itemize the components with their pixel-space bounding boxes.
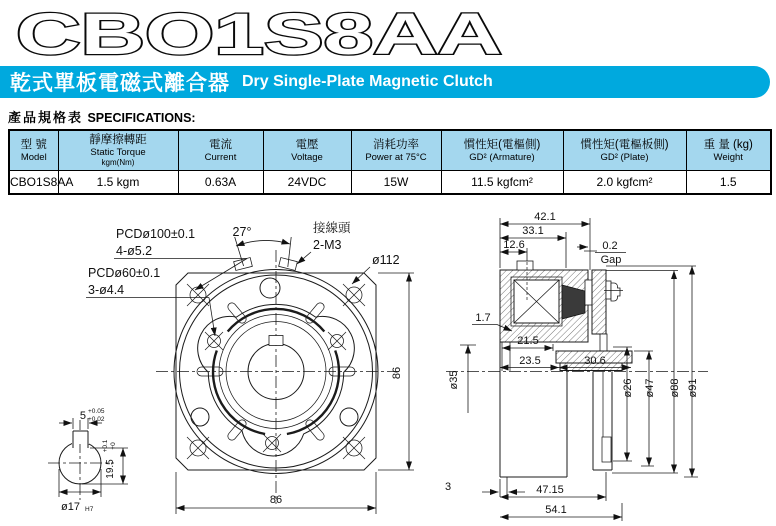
dim-key-depth-tol-lo: +0: [110, 442, 117, 450]
dim-30-6: 30.6: [584, 355, 606, 367]
col-model-en: Model: [20, 151, 47, 163]
label-pcd100-holes: 4-ø5.2: [116, 244, 153, 258]
cell-model: CBO1S8AA: [9, 171, 58, 195]
label-angle: 27°: [232, 225, 252, 239]
dim-23-5: 23.5: [519, 355, 541, 367]
col-voltage-en: Voltage: [291, 151, 323, 163]
dim-bore: ø17: [61, 501, 80, 513]
cell-voltage: 24VDC: [263, 171, 351, 195]
col-header-current: [178, 130, 263, 171]
col-header-model: [9, 130, 58, 171]
keyway-depth-dim: [82, 439, 128, 484]
dim-key-depth: 19.5: [105, 459, 116, 479]
leaf-spring: [600, 334, 607, 351]
product-type-banner: [0, 66, 770, 98]
col-header-torque: [58, 130, 178, 171]
front-view: [86, 220, 414, 514]
dim-dia-88: ø88: [669, 378, 681, 398]
col-gd2a-zh: 慣性矩(電樞側): [463, 138, 541, 151]
label-terminal: 2-M3: [313, 238, 342, 252]
spec-table-data-row: [9, 171, 771, 195]
col-weight-zh: 重 量 (kg): [703, 138, 753, 151]
label-pcd100: PCDø100±0.1: [116, 227, 196, 241]
label-terminal-zh: 接線頭: [313, 221, 351, 235]
dim-12-6: 12.6: [503, 239, 525, 251]
spacer: [585, 280, 592, 305]
product-title-svg: [12, 2, 532, 64]
col-header-power: [351, 130, 441, 171]
col-gd2p-zh: 慣性矩(電樞板側): [580, 138, 669, 151]
dim-dia-91: ø91: [687, 378, 699, 398]
coil-window: [514, 280, 559, 323]
col-torque-zh: 靜摩擦轉距: [89, 134, 147, 146]
col-voltage-zh: 電壓: [295, 138, 319, 151]
dim-3: 3: [444, 481, 452, 493]
specs-heading: [8, 107, 196, 127]
dim-42-1: 42.1: [534, 211, 556, 223]
col-current-en: Current: [204, 151, 237, 163]
dim-33-1: 33.1: [522, 225, 544, 237]
keyway-mask: [72, 430, 89, 444]
dim-gap-label: Gap: [600, 254, 622, 266]
specs-heading-en: SPECIFICATIONS:: [87, 111, 196, 125]
col-header-weight: [686, 130, 771, 171]
dim-bore-fit: H7: [85, 506, 94, 513]
dim-width-86: 86: [269, 494, 283, 506]
cell-current: 0.63A: [178, 171, 263, 195]
banner-title-en: Dry Single-Plate Magnetic Clutch: [242, 73, 493, 90]
cell-torque: 1.5 kgm: [58, 171, 178, 195]
dim-height-86: 86: [391, 366, 403, 380]
dim-key-depth-tol-hi: +0.1: [102, 439, 109, 453]
cell-weight: 1.5: [686, 171, 771, 195]
dim-47-15: 47.15: [536, 484, 564, 496]
dim-dia-35: ø35: [448, 370, 460, 390]
dim-1-7: 1.7: [475, 312, 491, 324]
dim-dia-47: ø47: [644, 378, 656, 398]
col-gd2p-en: GD² (Plate): [600, 151, 649, 163]
label-outer-dia: ø112: [372, 253, 400, 267]
col-current-zh: 電流: [209, 138, 232, 151]
dim-21-5: 21.5: [517, 335, 539, 347]
pcd60-holes: [205, 332, 346, 452]
col-weight-en: Weight: [713, 151, 743, 163]
col-torque-en: Static Torque: [90, 147, 146, 158]
dim-key-width-tol-lo: +0.02: [88, 416, 105, 423]
keyway-width-dim: [59, 408, 105, 429]
col-header-gd2-armature: [441, 130, 563, 171]
col-power-en: Power at 75°C: [365, 151, 427, 163]
col-model-zh: 型 號: [20, 138, 47, 151]
shaft-bore-detail: [48, 408, 128, 513]
col-header-voltage: [263, 130, 351, 171]
cell-power: 15W: [351, 171, 441, 195]
bearing-cone: [562, 285, 585, 319]
bore-keyway: [269, 336, 283, 346]
housing-bore-lines: [502, 342, 510, 371]
col-power-zh: 消耗功率: [373, 138, 419, 151]
col-gd2a-en: GD² (Armature): [469, 151, 535, 163]
spec-table: [8, 129, 772, 195]
terminal-block: [517, 261, 533, 270]
banner-title-zh: 乾式單板電磁式離合器: [10, 72, 230, 95]
hub-bolt: [604, 281, 623, 301]
section-view: [445, 211, 708, 521]
col-torque-sub: kgm(Nm): [101, 158, 135, 167]
dim-key-width-tol-hi: +0.05: [88, 408, 105, 415]
label-pcd60-holes: 3-ø4.4: [88, 283, 125, 297]
dim-gap-value: 0.2: [602, 240, 618, 252]
col-header-gd2-plate: [563, 130, 686, 171]
dim-54-1: 54.1: [545, 504, 567, 516]
cell-gd2-armature: 11.5 kgfcm²: [441, 171, 563, 195]
label-pcd60: PCDø60±0.1: [88, 266, 161, 280]
spec-table-header-row: [9, 130, 771, 171]
page-title: CBO1S8AA: [16, 2, 502, 64]
cell-gd2-plate: 2.0 kgfcm²: [563, 171, 686, 195]
technical-drawing: [0, 198, 776, 526]
dim-key-width: 5: [79, 410, 86, 422]
dim-dia-26: ø26: [622, 378, 634, 398]
armature-section: [592, 270, 606, 334]
specs-heading-zh: 產品規格表: [8, 110, 84, 125]
